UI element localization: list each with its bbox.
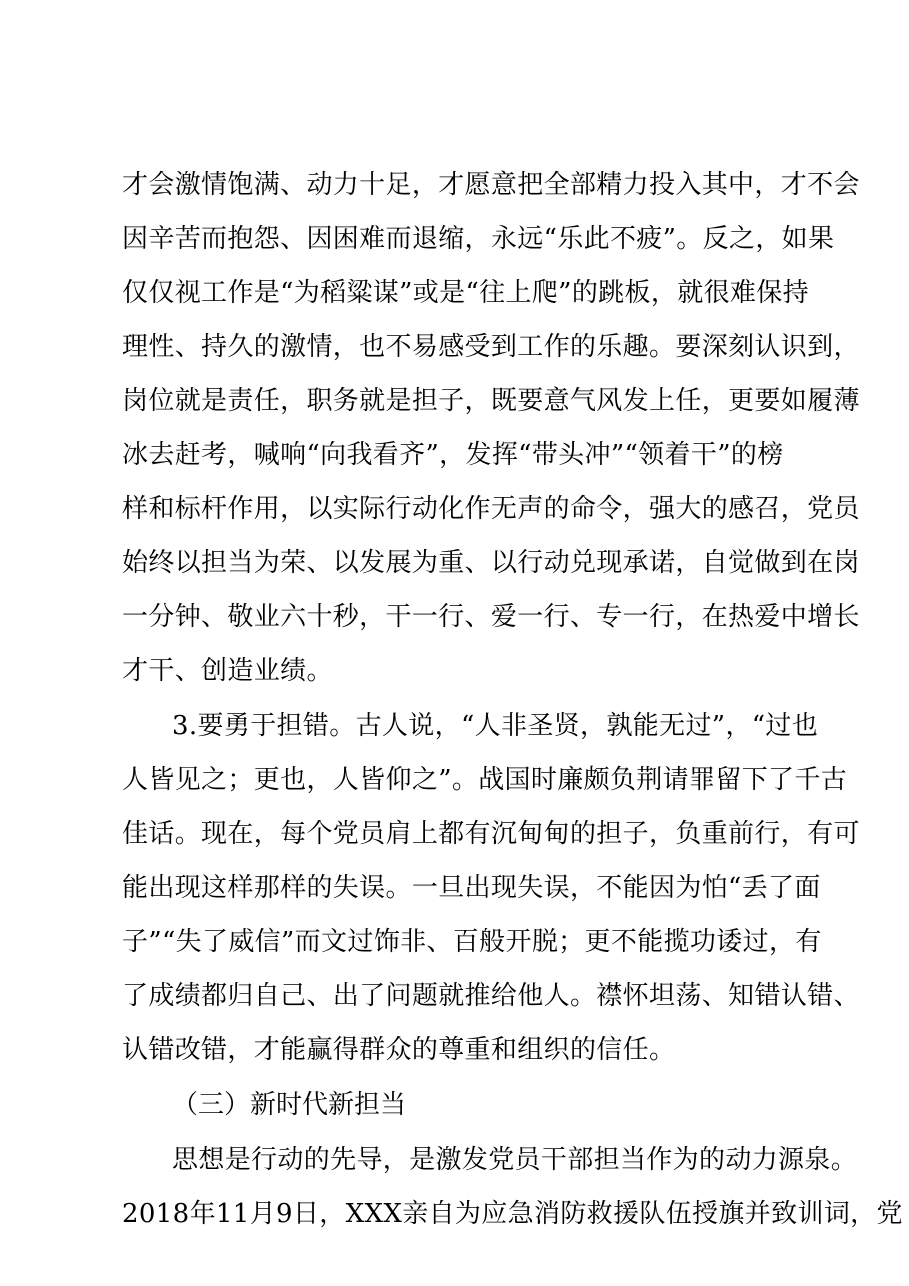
paragraph-line: 因辛苦而抱怨、因困难而退缩，永远“乐此不疲”。反之，如果 bbox=[122, 224, 835, 254]
paragraph-line: 始终以担当为荣、以发展为重、以行动兑现承诺，自觉做到在岗 bbox=[122, 548, 860, 578]
paragraph-line: 一分钟、敬业六十秒，干一行、爱一行、专一行，在热爱中增长 bbox=[122, 602, 860, 632]
paragraph-line: 认错改错，才能赢得群众的尊重和组织的信任。 bbox=[122, 1035, 676, 1065]
paragraph-line: 思想是行动的先导，是激发党员干部担当作为的动力源泉。 bbox=[172, 1145, 858, 1175]
paragraph-line: 才干、创造业绩。 bbox=[122, 656, 333, 686]
paragraph-line: 子”“失了威信”而文过饰非、百般开脱；更不能揽功诿过，有 bbox=[122, 927, 822, 957]
paragraph-line: 2018年11月9日，XXX亲自为应急消防救援队伍授旗并致训词，党 bbox=[122, 1199, 903, 1229]
paragraph-line: 人皆见之；更也，人皆仰之”。战国时廉颇负荆请罪留下了千古 bbox=[122, 765, 848, 795]
paragraph-line: 了成绩都归自己、出了问题就推给他人。襟怀坦荡、知错认错、 bbox=[122, 981, 860, 1011]
paragraph-line: 3.要勇于担错。古人说，“人非圣贤，孰能无过”，“过也 bbox=[172, 711, 819, 741]
paragraph-line: 岗位就是责任，职务就是担子，既要意气风发上任，更要如履薄 bbox=[122, 386, 860, 416]
paragraph-line: 佳话。现在，每个党员肩上都有沉甸甸的担子，负重前行，有可 bbox=[122, 819, 860, 849]
paragraph-line: 样和标杆作用，以实际行动化作无声的命令，强大的感召，党员 bbox=[122, 494, 860, 524]
paragraph-line: 能出现这样那样的失误。一旦出现失误，不能因为怕“丢了面 bbox=[122, 873, 821, 903]
paragraph-line: 仅仅视工作是“为稻粱谋”或是“往上爬”的跳板，就很难保持 bbox=[122, 278, 809, 308]
paragraph-line: 才会激情饱满、动力十足，才愿意把全部精力投入其中，才不会 bbox=[122, 170, 860, 200]
paragraph-line: 理性、持久的激情，也不易感受到工作的乐趣。要深刻认识到， bbox=[122, 332, 860, 362]
section-heading: （三）新时代新担当 bbox=[172, 1090, 407, 1120]
paragraph-line: 冰去赶考，喊响“向我看齐”，发挥“带头冲”“领着干”的榜 bbox=[122, 440, 784, 470]
